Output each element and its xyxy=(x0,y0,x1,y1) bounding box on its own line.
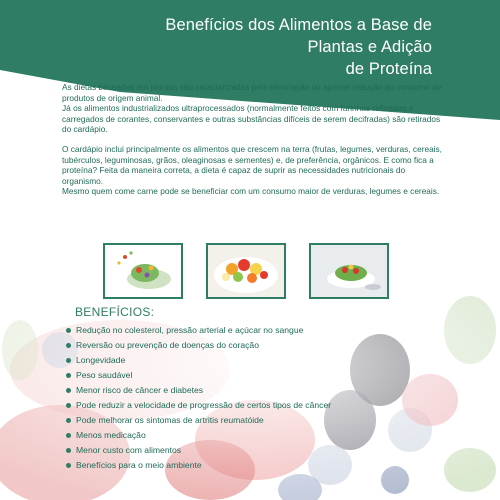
list-item xyxy=(66,323,331,338)
list-item xyxy=(66,428,331,443)
salad-bowl-image xyxy=(103,243,183,299)
list-item-text: Menor custo com alimentos xyxy=(76,445,182,455)
benefits-heading: BENEFÍCIOS: xyxy=(75,305,155,319)
list-item-text: Peso saudável xyxy=(76,370,133,380)
list-item-text: Pode reduzir a velocidade de progressão de certos tipos de câncer xyxy=(76,400,332,410)
bullet-icon xyxy=(66,418,71,423)
intro-paragraph-1 xyxy=(62,82,442,135)
bullet-icon xyxy=(66,373,71,378)
intro-p2b-text: E como fica a proteína? Feita da maneira correta, a dieta é capaz de suprir as necessidades nutricionais do organismo. xyxy=(62,154,434,186)
bullet-icon xyxy=(66,403,71,408)
list-item xyxy=(66,338,331,353)
intro-p2c-text: Mesmo quem come carne pode se beneficiar com um consumo maior de verduras, legumes e cereais. xyxy=(62,186,440,197)
list-item-text: Benefícios para o meio ambiente xyxy=(76,460,202,470)
list-item xyxy=(66,383,331,398)
list-item xyxy=(66,443,331,458)
intro-p1-text: As dietas baseadas em plantas são caracterizadas pela eliminação ou apenas redução do consumo de produtos de origem animal. xyxy=(62,82,442,103)
intro-p2-text: O cardápio inclui principalmente os alimentos que crescem na terra (frutas, legumes, verduras, cereais, tubérculos, leguminosas, grãos, oleaginosas e sementes) e, de preferência, orgânicos. xyxy=(62,143,442,165)
list-item-text: Reversão ou prevenção de doenças do coração xyxy=(76,340,259,350)
vegetable-salad-image xyxy=(309,243,389,299)
title-line-1: Benefícios dos Alimentos a Base de xyxy=(165,16,432,34)
fruit-salad-image xyxy=(206,243,286,299)
title-line-3: de Proteína xyxy=(345,60,432,78)
intro-paragraph-2 xyxy=(62,144,442,197)
bullet-icon xyxy=(66,343,71,348)
bullet-icon xyxy=(66,358,71,363)
page-title xyxy=(132,14,432,80)
intro-text xyxy=(62,82,442,206)
list-item xyxy=(66,368,331,383)
bullet-icon xyxy=(66,433,71,438)
image-row xyxy=(103,243,397,299)
list-item-text: Menor risco de câncer e diabetes xyxy=(76,385,204,395)
bullet-icon xyxy=(66,388,71,393)
list-item xyxy=(66,398,331,413)
list-item-text: Redução no colesterol, pressão arterial e açúcar no sangue xyxy=(76,325,304,335)
list-item-text: Pode melhorar os sintomas de artritis reumatóide xyxy=(76,415,264,425)
benefits-list xyxy=(66,323,331,473)
list-item xyxy=(66,413,331,428)
bullet-icon xyxy=(66,448,71,453)
title-line-2: Plantas e Adição xyxy=(307,38,432,56)
intro-p1b-text: Já os alimentos industrializados ultraprocessados (normalmente feitos com farinhas refinadas e carregados de corantes, conservantes e outras substâncias difíceis de serem decifradas) são retirados do cardápio. xyxy=(62,103,441,135)
bullet-icon xyxy=(66,328,71,333)
bullet-icon xyxy=(66,463,71,468)
list-item xyxy=(66,353,331,368)
list-item xyxy=(66,458,331,473)
list-item-text: Menos medicação xyxy=(76,430,146,440)
list-item-text: Longevidade xyxy=(76,355,126,365)
